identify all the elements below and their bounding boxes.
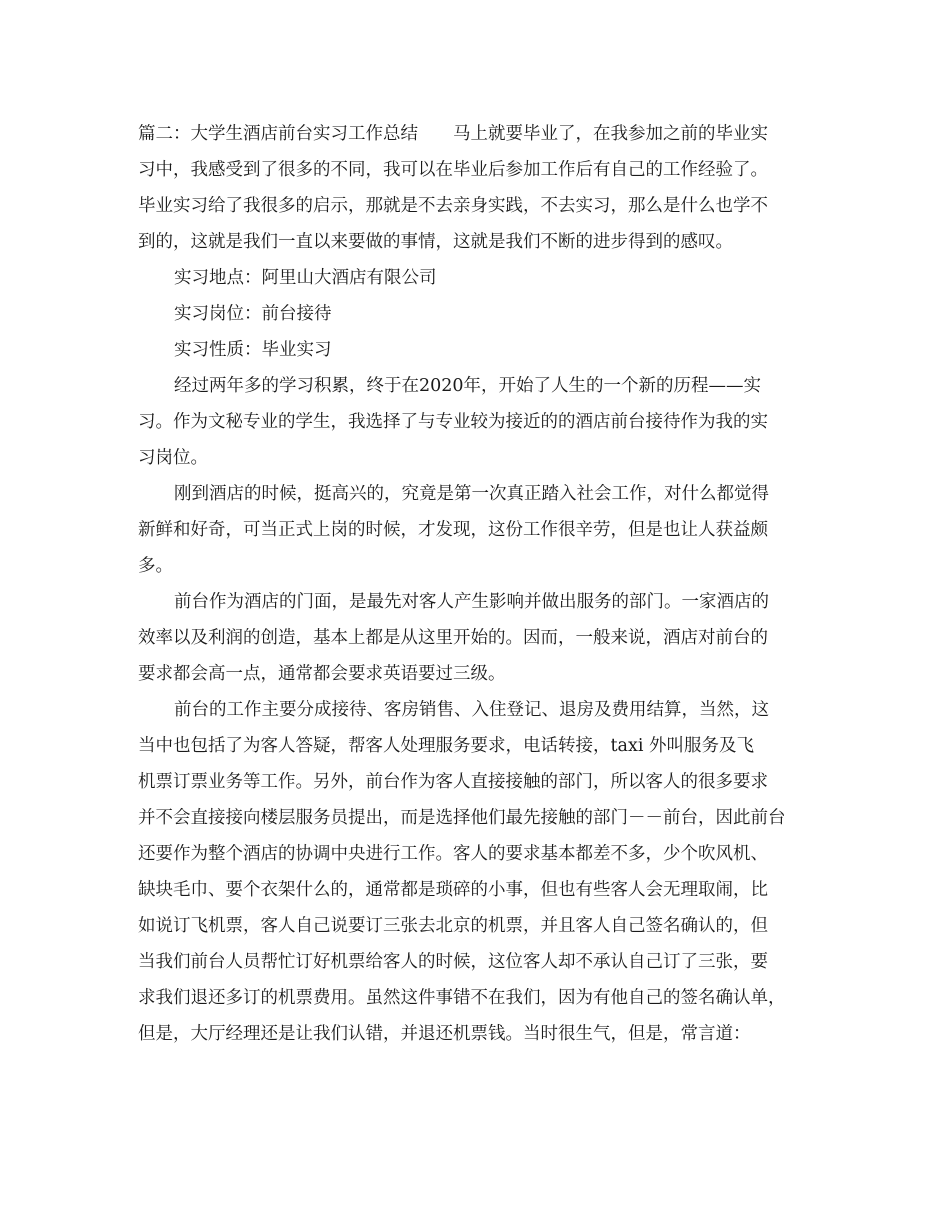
text-line: 效率以及利润的创造，基本上都是从这里开始的。因而，一般来说，酒店对前台的 (138, 628, 768, 648)
text-line: 要求都会高一点，通常都会要求英语要过三级。 (138, 664, 506, 684)
text-line: 并不会直接接向楼层服务员提出，而是选择他们最先接触的部门－－前台，因此前台 (138, 808, 786, 828)
document-body (138, 116, 818, 1052)
text-line: 当我们前台人员帮忙订好机票给客人的时候，这位客人却不承认自己订了三张，要 (138, 952, 768, 972)
text-line: 经过两年多的学习积累，终于在2020年，开始了人生的一个新的历程——实 (174, 376, 762, 396)
text-line: 多。 (138, 556, 173, 576)
text-line: 机票订票业务等工作。另外，前台作为客人直接接触的部门，所以客人的很多要求 (138, 772, 768, 792)
text-line: 到的，这就是我们一直以来要做的事情，这就是我们不断的进步得到的感叹。 (138, 232, 733, 252)
text-line: 习中，我感受到了很多的不同，我可以在毕业后参加工作后有自己的工作经验了。 (138, 160, 768, 180)
text-line: 还要作为整个酒店的协调中央进行工作。客人的要求基本都差不多，少个吹风机、 (138, 844, 768, 864)
text-line: 如说订飞机票，客人自己说要订三张去北京的机票，并且客人自己签名确认的，但 (138, 916, 768, 936)
text-line: 新鲜和好奇，可当正式上岗的时候，才发现，这份工作很辛劳，但是也让人获益颇 (138, 520, 768, 540)
text-line-internship-location: 实习地点：阿里山大酒店有限公司 (174, 268, 437, 288)
text-line: 但是，大厅经理还是让我们认错，并退还机票钱。当时很生气，但是，常言道： (138, 1024, 751, 1044)
text-line: 前台作为酒店的门面，是最先对客人产生影响并做出服务的部门。一家酒店的 (174, 592, 769, 612)
text-line-internship-position: 实习岗位：前台接待 (174, 304, 332, 324)
text-line: 刚到酒店的时候，挺高兴的，究竟是第一次真正踏入社会工作，对什么都觉得 (174, 484, 769, 504)
text-line: 求我们退还多订的机票费用。虽然这件事错不在我们，因为有他自己的签名确认单， (138, 988, 786, 1008)
text-line: 前台的工作主要分成接待、客房销售、入住登记、退房及费用结算，当然，这 (174, 700, 769, 720)
text-line: 习。作为文秘专业的学生，我选择了与专业较为接近的的酒店前台接待作为我的实 (138, 412, 768, 432)
text-line: 缺块毛巾、要个衣架什么的，通常都是琐碎的小事，但也有些客人会无理取闹，比 (138, 880, 768, 900)
text-line: 习岗位。 (138, 448, 208, 468)
text-line: 当中也包括了为客人答疑，帮客人处理服务要求，电话转接，taxi 外叫服务及飞 (138, 736, 754, 756)
text-line-internship-nature: 实习性质：毕业实习 (174, 340, 332, 360)
text-line: 毕业实习给了我很多的启示，那就是不去亲身实践，不去实习，那么是什么也学不 (138, 196, 768, 216)
text-line: 篇二：大学生酒店前台实习工作总结 马上就要毕业了，在我参加之前的毕业实 (138, 124, 768, 144)
